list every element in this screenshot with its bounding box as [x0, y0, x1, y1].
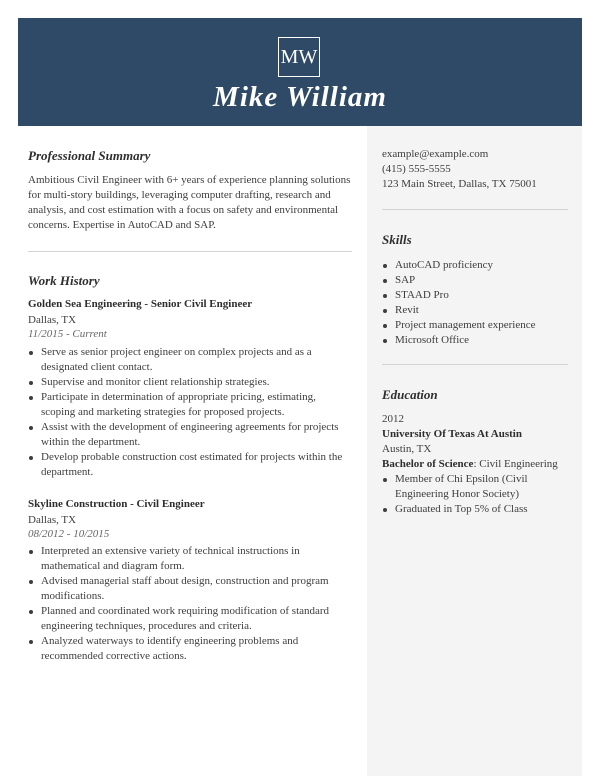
work-history-title: Work History	[28, 273, 100, 288]
list-item: Serve as senior project engineer on complex projects and as a designated client contact.	[28, 345, 346, 375]
job-dates: 11/2015 - Current	[28, 328, 107, 340]
job-bullets	[28, 544, 346, 664]
list-item: Planned and coordinated work requiring modification of standard engineering techniques, procedures and criteria.	[28, 604, 346, 634]
summary-text: Ambitious Civil Engineer with 6+ years of experience planning solutions for multi-story buildings, leveraging computer drafting, research and analysis, and cost estimation with a focus on safety and environmental concerns. Expertise in AutoCAD and SAP.	[28, 174, 351, 231]
education-title: Education	[382, 387, 438, 402]
contact-email[interactable]: example@example.com	[382, 148, 489, 160]
divider	[382, 209, 568, 210]
skills-list	[382, 258, 568, 348]
education-location: Austin, TX	[382, 443, 432, 455]
list-item: Member of Chi Epsilon (Civil Engineering Honor Society)	[382, 472, 562, 502]
list-item: STAAD Pro	[382, 288, 568, 303]
contact-phone: (415) 555-5555	[382, 163, 451, 175]
divider	[28, 251, 352, 252]
list-item: Revit	[382, 303, 568, 318]
summary-title: Professional Summary	[28, 148, 151, 163]
education-school: University Of Texas At Austin	[382, 428, 522, 440]
job-title: Skyline Construction - Civil Engineer	[28, 498, 205, 510]
job-dates: 08/2012 - 10/2015	[28, 528, 110, 540]
list-item: AutoCAD proficiency	[382, 258, 568, 273]
list-item: Assist with the development of engineering agreements for projects within the department.	[28, 420, 346, 450]
list-item: Develop probable construction cost estimated for projects within the department.	[28, 450, 346, 480]
divider	[382, 364, 568, 365]
list-item: Supervise and monitor client relationship strategies.	[28, 375, 346, 390]
education-bullets	[382, 472, 562, 517]
education-degree	[382, 457, 558, 472]
list-item: SAP	[382, 273, 568, 288]
job-location: Dallas, TX	[28, 314, 77, 326]
job-location: Dallas, TX	[28, 514, 77, 526]
list-item: Advised managerial staff about design, construction and program modifications.	[28, 574, 346, 604]
list-item: Project management experience	[382, 318, 568, 333]
monogram-logo: MW	[278, 37, 320, 77]
education-year: 2012	[382, 413, 404, 425]
skills-title: Skills	[382, 232, 412, 247]
list-item: Participate in determination of appropriate pricing, estimating, scoping and marketing strategies for proposed projects.	[28, 390, 346, 420]
list-item: Interpreted an extensive variety of technical instructions in mathematical and diagram form.	[28, 544, 346, 574]
list-item: Analyzed waterways to identify engineering problems and recommended corrective actions.	[28, 634, 346, 664]
degree-field: : Civil Engineering	[473, 458, 558, 470]
list-item: Graduated in Top 5% of Class	[382, 502, 562, 517]
candidate-name: Mike William	[213, 81, 387, 113]
job-bullets	[28, 345, 346, 480]
list-item: Microsoft Office	[382, 333, 568, 348]
contact-address: 123 Main Street, Dallas, TX 75001	[382, 178, 537, 190]
degree-label: Bachelor of Science	[382, 458, 474, 470]
job-title: Golden Sea Engineering - Senior Civil Engineer	[28, 298, 253, 310]
